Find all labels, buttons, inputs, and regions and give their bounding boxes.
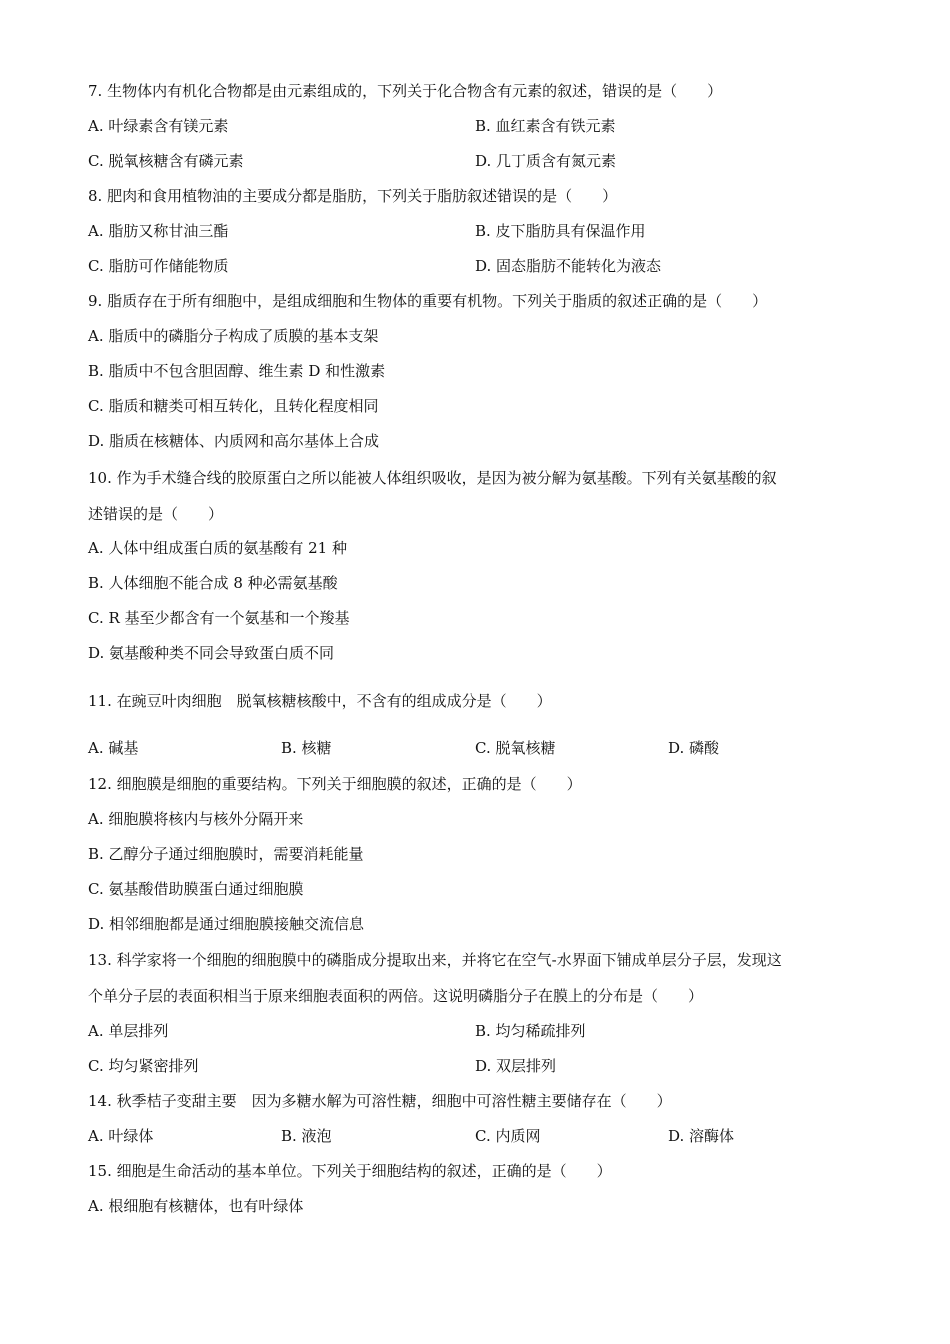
- question-13-stem-line-2: 个单分子层的表面积相当于原来细胞表面积的两倍。这说明磷脂分子在膜上的分布是（ ）: [88, 987, 704, 1005]
- question-9-option-a: A. 脂质中的磷脂分子构成了质膜的基本支架: [88, 327, 379, 345]
- question-9-option-b: B. 脂质中不包含胆固醇、维生素 D 和性激素: [88, 362, 386, 380]
- question-12-option-b: B. 乙醇分子通过细胞膜时，需要消耗能量: [88, 845, 364, 863]
- question-13-option-a: A. 单层排列: [88, 1022, 169, 1040]
- question-14-option-c: C. 内质网: [475, 1127, 541, 1145]
- question-14-option-a: A. 叶绿体: [88, 1127, 154, 1145]
- question-13-stem-line-1: 13. 科学家将一个细胞的细胞膜中的磷脂成分提取出来，并将它在空气-水界面下铺成单层分子层，发现这: [88, 951, 782, 969]
- question-13-option-b: B. 均匀稀疏排列: [475, 1022, 586, 1040]
- question-8-option-a: A. 脂肪又称甘油三酯: [88, 222, 229, 240]
- question-12-option-d: D. 相邻细胞都是通过细胞膜接触交流信息: [88, 915, 365, 933]
- question-8-option-d: D. 固态脂肪不能转化为液态: [475, 257, 662, 275]
- question-10-option-b: B. 人体细胞不能合成 8 种必需氨基酸: [88, 574, 338, 592]
- question-7-option-a: A. 叶绿素含有镁元素: [88, 117, 229, 135]
- question-10-option-d: D. 氨基酸种类不同会导致蛋白质不同: [88, 644, 335, 662]
- question-11-option-b: B. 核糖: [281, 739, 332, 757]
- question-14-option-d: D. 溶酶体: [668, 1127, 735, 1145]
- question-9-option-c: C. 脂质和糖类可相互转化，且转化程度相同: [88, 397, 379, 415]
- question-12-stem: 12. 细胞膜是细胞的重要结构。下列关于细胞膜的叙述，正确的是（ ）: [88, 775, 582, 793]
- question-9-stem: 9. 脂质存在于所有细胞中，是组成细胞和生物体的重要有机物。下列关于脂质的叙述正确的是（ ）: [88, 292, 768, 310]
- question-8-option-b: B. 皮下脂肪具有保温作用: [475, 222, 646, 240]
- question-13-option-c: C. 均匀紧密排列: [88, 1057, 199, 1075]
- question-12-option-c: C. 氨基酸借助膜蛋白通过细胞膜: [88, 880, 304, 898]
- question-10-option-a: A. 人体中组成蛋白质的氨基酸有 21 种: [88, 539, 347, 557]
- question-7-option-d: D. 几丁质含有氮元素: [475, 152, 617, 170]
- question-11-option-c: C. 脱氧核糖: [475, 739, 556, 757]
- question-7-option-c: C. 脱氧核糖含有磷元素: [88, 152, 244, 170]
- question-15-option-a: A. 根细胞有核糖体，也有叶绿体: [88, 1197, 304, 1215]
- question-13-option-d: D. 双层排列: [475, 1057, 557, 1075]
- question-11-option-d: D. 磷酸: [668, 739, 720, 757]
- question-9-option-d: D. 脂质在核糖体、内质网和高尔基体上合成: [88, 432, 380, 450]
- question-10-stem-line-1: 10. 作为手术缝合线的胶原蛋白之所以能被人体组织吸收，是因为被分解为氨基酸。下列有关氨基酸的叙: [88, 469, 777, 487]
- question-11-stem: 11. 在豌豆叶肉细胞 脱氧核糖核酸中，不含有的组成成分是（ ）: [88, 692, 552, 710]
- question-10-option-c: C. R 基至少都含有一个氨基和一个羧基: [88, 609, 350, 627]
- question-12-option-a: A. 细胞膜将核内与核外分隔开来: [88, 810, 304, 828]
- question-11-option-a: A. 碱基: [88, 739, 139, 757]
- question-10-stem-line-2: 述错误的是（ ）: [88, 505, 224, 523]
- question-7-stem: 7. 生物体内有机化合物都是由元素组成的，下列关于化合物含有元素的叙述，错误的是（ ）: [88, 82, 723, 100]
- question-14-option-b: B. 液泡: [281, 1127, 332, 1145]
- question-15-stem: 15. 细胞是生命活动的基本单位。下列关于细胞结构的叙述，正确的是（ ）: [88, 1162, 612, 1180]
- question-7-option-b: B. 血红素含有铁元素: [475, 117, 616, 135]
- question-8-stem: 8. 肥肉和食用植物油的主要成分都是脂肪，下列关于脂肪叙述错误的是（ ）: [88, 187, 618, 205]
- question-14-stem: 14. 秋季桔子变甜主要 因为多糖水解为可溶性糖，细胞中可溶性糖主要储存在（ ）: [88, 1092, 672, 1110]
- question-8-option-c: C. 脂肪可作储能物质: [88, 257, 229, 275]
